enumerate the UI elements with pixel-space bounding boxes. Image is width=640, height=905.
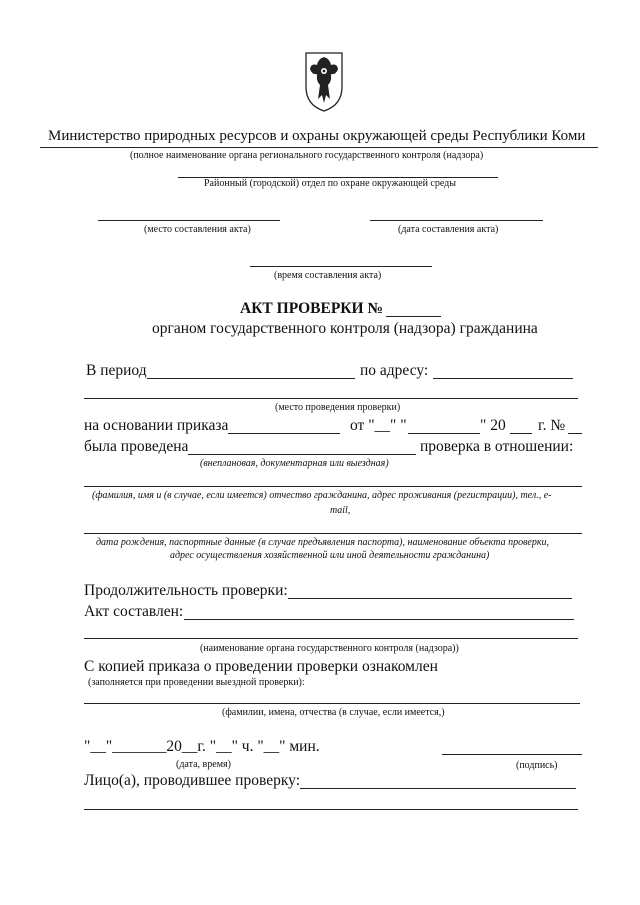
- citizen-caption-4: адрес осуществления хозяйственной или иной деятельности гражданина): [170, 550, 490, 561]
- citizen-caption-3: дата рождения, паспортные данные (в случае предъявления паспорта), наименование объекта проверки,: [96, 537, 550, 548]
- citizen-line-2: [84, 533, 582, 534]
- acquainted-label: С копией приказа о проведении проверки ознакомлен: [84, 658, 438, 675]
- number-label: г. №: [538, 417, 566, 434]
- ministry-name: Министерство природных ресурсов и охраны окружающей среды Республики Коми: [48, 128, 586, 144]
- act-subtitle: органом государственного контроля (надзора) гражданина: [152, 320, 538, 337]
- place-caption: (место составления акта): [144, 224, 251, 235]
- ministry-underline: [40, 147, 598, 148]
- year-line: [510, 433, 532, 434]
- basis-label: на основании приказа: [84, 417, 229, 434]
- compiled-label: Акт составлен:: [84, 603, 184, 620]
- citizen-caption-1: (фамилия, имя и (в случае, если имеется) отчество гражданина, адрес проживания (регистрации), тел., e-: [92, 490, 552, 501]
- duration-label: Продолжительность проверки:: [84, 582, 288, 599]
- order-line: [228, 433, 340, 434]
- date-caption: (дата составления акта): [398, 224, 499, 235]
- date-time-line: "__"_______20__г. "__" ч. "__" мин.: [84, 738, 320, 755]
- department-caption: Районный (городской) отдел по охране окружающей среды: [204, 178, 456, 189]
- signature-line: [442, 754, 582, 755]
- address-line: [433, 378, 573, 379]
- acquainted-line: [84, 703, 580, 704]
- check-type-caption: (внеплановая, документарная или выездная): [200, 458, 389, 469]
- number-line: [568, 433, 582, 434]
- place-of-check-caption: (место проведения проверки): [275, 402, 401, 413]
- time-line: [250, 266, 432, 267]
- year-label: " 20: [480, 417, 506, 434]
- address-label: по адресу:: [360, 362, 429, 379]
- date-time-caption: (дата, время): [176, 759, 231, 770]
- ministry-caption: (полное наименование органа регионального государственного контроля (надзора): [130, 150, 484, 161]
- org-caption: (наименование органа государственного контроля (надзора)): [200, 643, 459, 654]
- compiled-line-2: [84, 638, 578, 639]
- inspector-label: Лицо(а), проводившее проверку:: [84, 772, 301, 789]
- inspector-line-2: [84, 809, 578, 810]
- citizen-caption-2: mail,: [330, 505, 351, 516]
- signature-caption: (подпись): [516, 760, 558, 771]
- acquainted-note: (заполняется при проведении выездной проверки):: [88, 677, 305, 688]
- place-line: [98, 220, 280, 221]
- regarding-label: проверка в отношении:: [420, 438, 574, 455]
- period-label: В период: [86, 362, 147, 379]
- citizen-line-1: [84, 486, 582, 487]
- names-caption: (фамилии, имена, отчества (в случае, если имеется,): [222, 707, 445, 718]
- conducted-label: была проведена: [84, 438, 189, 455]
- act-title: АКТ ПРОВЕРКИ №: [240, 300, 384, 317]
- from-label: от "__" ": [350, 417, 407, 434]
- period-line: [147, 378, 355, 379]
- date-line: [370, 220, 543, 221]
- duration-line: [288, 598, 572, 599]
- act-number-line: [386, 316, 441, 317]
- month-line: [408, 433, 480, 434]
- compiled-line: [184, 619, 574, 620]
- coat-of-arms-emblem: [302, 47, 346, 115]
- address-line-2: [84, 398, 578, 399]
- check-type-line: [188, 454, 416, 455]
- time-caption: (время составления акта): [274, 270, 382, 281]
- inspector-line: [300, 788, 576, 789]
